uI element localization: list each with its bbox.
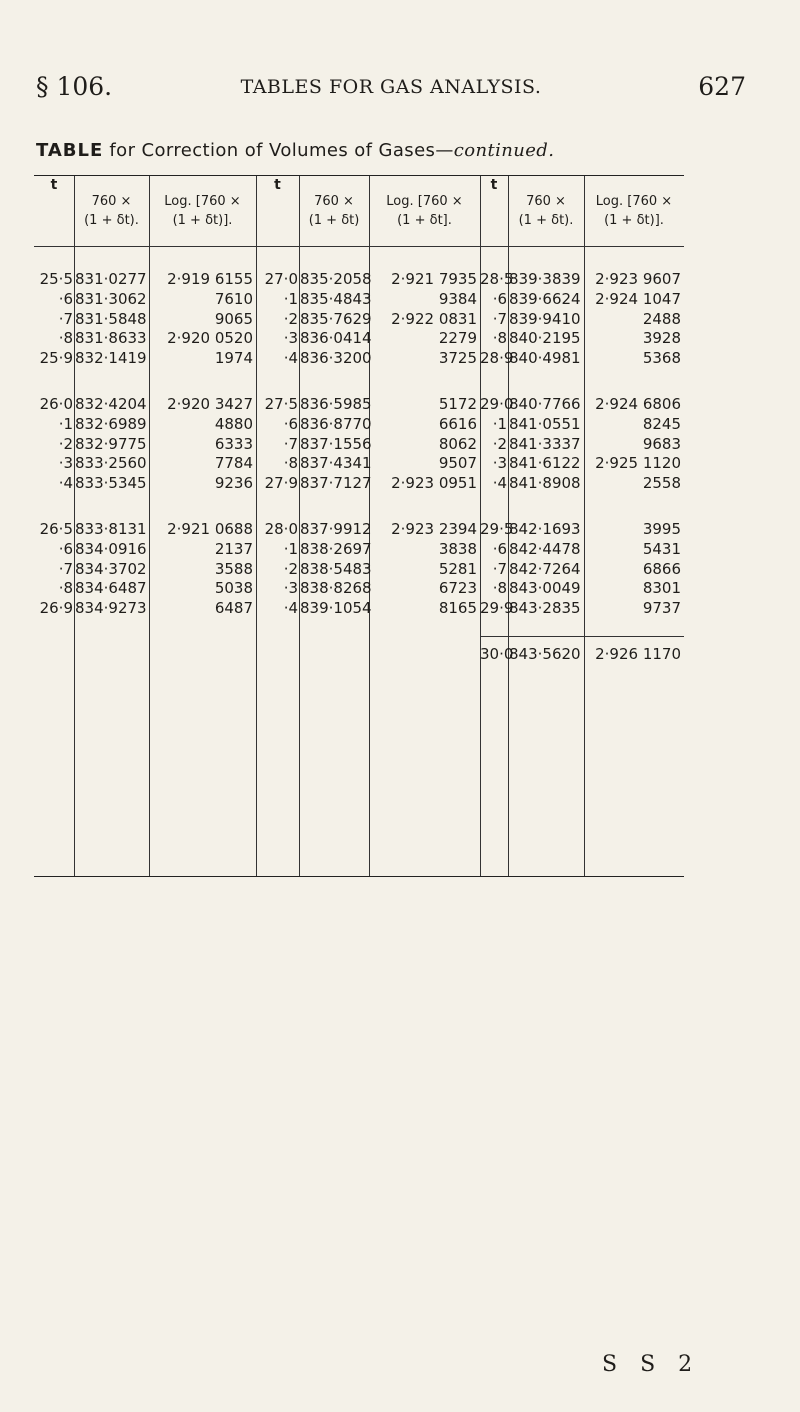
temperature-cell: ·2: [492, 434, 507, 453]
volume-factor-cell: 842·7264: [509, 559, 581, 578]
log-value-cell: 2558: [642, 474, 681, 493]
volume-factor-cell: 842·1693: [509, 520, 581, 538]
temperature-cell: ·4: [283, 599, 298, 618]
log-value-cell: 4880: [214, 414, 253, 433]
volume-factor-cell: 839·1054: [300, 599, 372, 618]
temperature-cell: ·8: [492, 329, 507, 348]
volume-factor-cell: 838·5483: [300, 559, 372, 578]
log-value-cell: 2·925 1120: [595, 454, 681, 473]
volume-factor-cell: 835·4843: [300, 289, 372, 308]
temperature-cell: ·4: [58, 474, 73, 493]
temperature-cell: ·7: [492, 309, 507, 328]
header-log-line2: (1 + δt)].: [604, 213, 664, 228]
log-value-cell: 2·919 6155: [167, 270, 253, 288]
temperature-cell: 29·9: [480, 599, 514, 618]
header-t: t: [490, 177, 498, 193]
header-rule: [34, 246, 684, 247]
temperature-cell: ·4: [283, 349, 298, 368]
volume-factor-cell: 840·4981: [509, 349, 581, 368]
temperature-cell: ·6: [492, 539, 507, 558]
temperature-cell: ·4: [492, 474, 507, 493]
volume-factor-cell: 831·5848: [75, 309, 147, 328]
volume-factor-cell: 838·8268: [300, 579, 372, 598]
volume-factor-cell: 843·5620: [509, 645, 581, 663]
log-value-cell: 8062: [438, 434, 477, 453]
page-number: 627: [698, 72, 746, 101]
temperature-cell: ·3: [492, 454, 507, 473]
log-value-cell: 2·923 9607: [595, 270, 681, 288]
temperature-cell: 27·5: [264, 395, 298, 413]
volume-factor-cell: 833·5345: [75, 474, 147, 493]
log-value-cell: 2·923 0951: [391, 474, 477, 493]
temperature-cell: 29·5: [480, 520, 514, 538]
volume-factor-cell: 834·6487: [75, 579, 147, 598]
temperature-cell: 25·9: [39, 349, 73, 368]
table-caption: [36, 140, 786, 161]
volume-factor-cell: 837·9912: [300, 520, 372, 538]
volume-factor-cell: 832·9775: [75, 434, 147, 453]
volume-factor-cell: 839·6624: [509, 289, 581, 308]
header-t: t: [274, 177, 281, 193]
volume-factor-cell: 843·2835: [509, 599, 581, 618]
log-value-cell: 5431: [642, 539, 681, 558]
temperature-cell: ·3: [283, 329, 298, 348]
volume-factor-cell: 837·4341: [300, 454, 372, 473]
temperature-cell: ·3: [58, 454, 73, 473]
log-value-cell: 6487: [214, 599, 253, 618]
running-title: TABLES FOR GAS ANALYSIS.: [240, 76, 542, 98]
temperature-cell: ·2: [283, 559, 298, 578]
header-log-line1: Log. [760 ×: [595, 194, 673, 209]
temperature-cell: ·8: [492, 579, 507, 598]
log-value-cell: 7784: [214, 454, 253, 473]
temperature-cell: ·8: [58, 579, 73, 598]
temperature-cell: 30·0: [480, 645, 514, 663]
volume-factor-cell: 841·8908: [509, 474, 581, 493]
temperature-cell: ·3: [283, 579, 298, 598]
volume-factor-cell: 836·0414: [300, 329, 372, 348]
log-value-cell: 2·920 3427: [167, 395, 253, 413]
log-value-cell: 7610: [214, 289, 253, 308]
caption-continued: continued.: [453, 140, 555, 161]
log-value-cell: 8165: [438, 599, 477, 618]
header-log-line1: Log. [760 ×: [164, 194, 241, 209]
header-log-line2: (1 + δt].: [397, 213, 452, 228]
volume-factor-cell: 836·3200: [300, 349, 372, 368]
temperature-cell: ·2: [283, 309, 298, 328]
temperature-cell: 26·5: [39, 520, 73, 538]
volume-factor-cell: 838·2697: [300, 539, 372, 558]
log-value-cell: 9384: [438, 289, 477, 308]
temperature-cell: ·8: [58, 329, 73, 348]
volume-factor-cell: 839·3839: [509, 270, 581, 288]
volume-factor-cell: 836·8770: [300, 414, 372, 433]
volume-factor-cell: 834·3702: [75, 559, 147, 578]
log-value-cell: 9507: [438, 454, 477, 473]
header-760-line1: 760 ×: [91, 194, 132, 209]
temperature-cell: ·1: [283, 289, 298, 308]
temperature-cell: 26·0: [39, 395, 73, 413]
header-760-line2: (1 + δt).: [518, 213, 574, 228]
header-760-line2: (1 + δt).: [84, 213, 139, 228]
log-value-cell: 2137: [214, 539, 253, 558]
caption-text: for Correction of Volumes of Gases—: [103, 140, 454, 161]
volume-factor-cell: 834·9273: [75, 599, 147, 618]
temperature-cell: 28·0: [264, 520, 298, 538]
log-value-cell: 2·920 0520: [167, 329, 253, 348]
log-value-cell: 3995: [642, 520, 681, 538]
log-value-cell: 1974: [214, 349, 253, 368]
log-value-cell: 2488: [642, 309, 681, 328]
volume-factor-cell: 837·7127: [300, 474, 372, 493]
header-760-line2: (1 + δt): [308, 213, 360, 228]
log-value-cell: 6866: [642, 559, 681, 578]
volume-factor-cell: 831·8633: [75, 329, 147, 348]
volume-factor-cell: 843·0049: [509, 579, 581, 598]
temperature-cell: 27·9: [264, 474, 298, 493]
log-value-cell: 2·926 1170: [595, 645, 681, 663]
temperature-cell: ·1: [58, 414, 73, 433]
temperature-cell: ·6: [283, 414, 298, 433]
temperature-cell: ·6: [58, 539, 73, 558]
log-value-cell: 9683: [642, 434, 681, 453]
log-value-cell: 9236: [214, 474, 253, 493]
header-log-line2: (1 + δt)].: [172, 213, 233, 228]
volume-factor-cell: 832·6989: [75, 414, 147, 433]
volume-factor-cell: 840·2195: [509, 329, 581, 348]
volume-factor-cell: 837·1556: [300, 434, 372, 453]
signature-mark: S S 2: [602, 1352, 701, 1377]
caption-table-word: TABLE: [36, 140, 104, 161]
volume-factor-cell: 834·0916: [75, 539, 147, 558]
log-value-cell: 9737: [642, 599, 681, 618]
log-value-cell: 3588: [214, 559, 253, 578]
temperature-cell: ·8: [283, 454, 298, 473]
log-value-cell: 5368: [642, 349, 681, 368]
log-value-cell: 6333: [214, 434, 253, 453]
temperature-cell: ·1: [283, 539, 298, 558]
log-value-cell: 2·921 0688: [167, 520, 253, 538]
final-row-rule: [480, 636, 684, 637]
log-value-cell: 2279: [438, 329, 477, 348]
temperature-cell: ·6: [492, 289, 507, 308]
log-value-cell: 3838: [438, 539, 477, 558]
header-760-line1: 760 ×: [526, 194, 566, 209]
log-value-cell: 6723: [438, 579, 477, 598]
header-log-line1: Log. [760 ×: [386, 194, 463, 209]
temperature-cell: 28·9: [480, 349, 514, 368]
volume-factor-cell: 833·8131: [75, 520, 147, 538]
volume-factor-cell: 839·9410: [509, 309, 581, 328]
temperature-cell: ·7: [492, 559, 507, 578]
volume-factor-cell: 832·4204: [75, 395, 147, 413]
log-value-cell: 5281: [438, 559, 477, 578]
log-value-cell: 8301: [642, 579, 681, 598]
correction-table: [34, 175, 684, 877]
volume-factor-cell: 835·7629: [300, 309, 372, 328]
volume-factor-cell: 831·0277: [75, 270, 147, 288]
log-value-cell: 5172: [438, 395, 477, 413]
log-value-cell: 2·922 0831: [391, 309, 477, 328]
log-value-cell: 2·923 2394: [391, 520, 477, 538]
temperature-cell: ·6: [58, 289, 73, 308]
temperature-cell: ·7: [58, 309, 73, 328]
volume-factor-cell: 836·5985: [300, 395, 372, 413]
volume-factor-cell: 835·2058: [300, 270, 372, 288]
log-value-cell: 9065: [214, 309, 253, 328]
log-value-cell: 2·924 1047: [595, 289, 681, 308]
header-760-line1: 760 ×: [314, 194, 354, 209]
volume-factor-cell: 833·2560: [75, 454, 147, 473]
temperature-cell: 29·0: [480, 395, 514, 413]
section-number: § 106.: [36, 72, 113, 101]
temperature-cell: ·7: [283, 434, 298, 453]
log-value-cell: 5038: [214, 579, 253, 598]
temperature-cell: 28·5: [480, 270, 514, 288]
temperature-cell: ·1: [492, 414, 507, 433]
volume-factor-cell: 840·7766: [509, 395, 581, 413]
log-value-cell: 8245: [642, 414, 681, 433]
temperature-cell: 27·0: [264, 270, 298, 288]
volume-factor-cell: 831·3062: [75, 289, 147, 308]
volume-factor-cell: 841·0551: [509, 414, 581, 433]
log-value-cell: 3928: [642, 329, 681, 348]
volume-factor-cell: 841·6122: [509, 454, 581, 473]
temperature-cell: ·7: [58, 559, 73, 578]
log-value-cell: 6616: [438, 414, 477, 433]
log-value-cell: 3725: [438, 349, 477, 368]
running-head: [36, 72, 746, 102]
temperature-cell: 26·9: [39, 599, 73, 618]
temperature-cell: 25·5: [39, 270, 73, 288]
log-value-cell: 2·924 6806: [595, 395, 681, 413]
header-t: t: [50, 177, 58, 193]
volume-factor-cell: 841·3337: [509, 434, 581, 453]
volume-factor-cell: 842·4478: [509, 539, 581, 558]
temperature-cell: ·2: [58, 434, 73, 453]
log-value-cell: 2·921 7935: [391, 270, 477, 288]
volume-factor-cell: 832·1419: [75, 349, 147, 368]
